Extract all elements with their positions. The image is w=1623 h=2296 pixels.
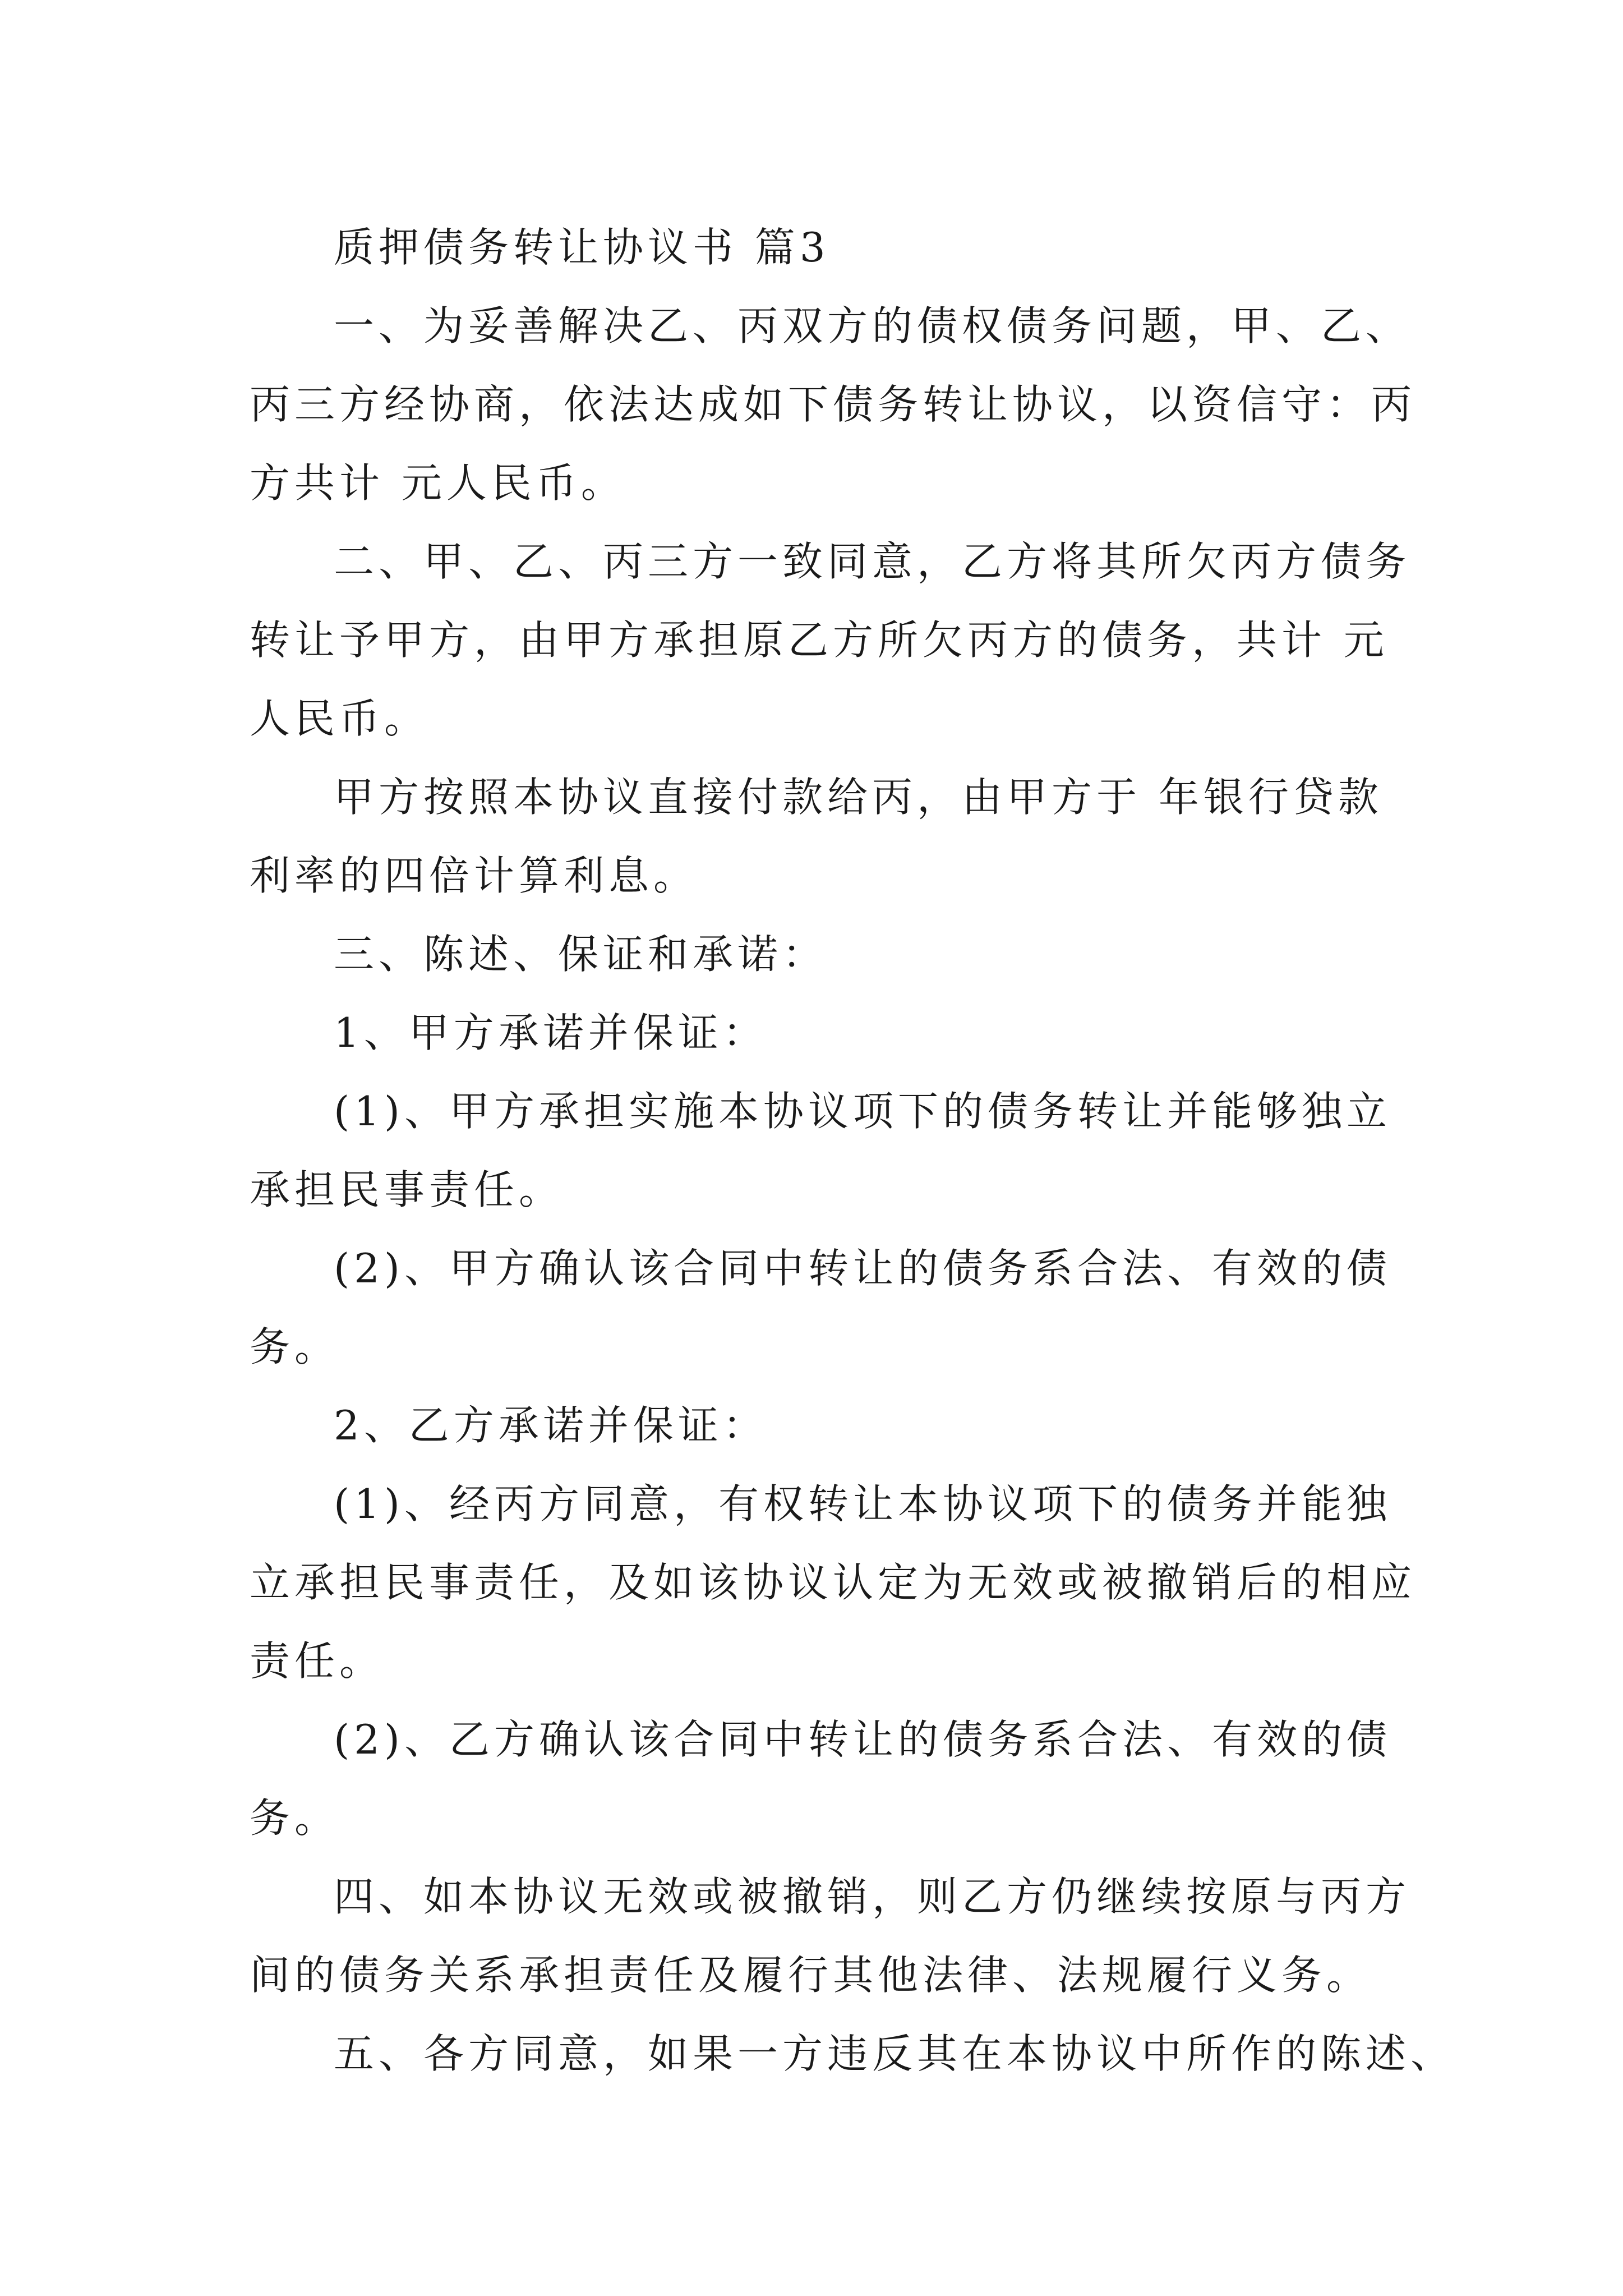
paragraph-line: 人民币。 — [250, 695, 430, 742]
subsection-heading: 1、甲方承诺并保证： — [334, 1009, 768, 1056]
paragraph-line: (1)、甲方承担实施本协议项下的债务转让并能够独立 — [334, 1088, 1391, 1135]
paragraph-line: 一、为妥善解决乙、丙双方的债权债务问题，甲、乙、 — [334, 302, 1411, 349]
paragraph-line: 丙三方经协商，依法达成如下债务转让协议，以资信守：丙 — [250, 381, 1417, 428]
section-heading: 三、陈述、保证和承诺： — [334, 931, 828, 978]
paragraph-line: (2)、乙方确认该合同中转让的债务系合法、有效的债 — [334, 1716, 1391, 1763]
paragraph-line: 务。 — [250, 1323, 340, 1370]
paragraph-line: 方共计 元人民币。 — [250, 459, 626, 507]
paragraph-line: (2)、甲方确认该合同中转让的债务系合法、有效的债 — [334, 1245, 1391, 1292]
paragraph-line: 五、各方同意，如果一方违反其在本协议中所作的陈述、 — [334, 2030, 1456, 2077]
paragraph-line: 立承担民事责任，及如该协议认定为无效或被撤销后的相应 — [250, 1559, 1417, 1606]
paragraph-line: 甲方按照本协议直接付款给丙，由甲方于 年银行贷款 — [334, 774, 1383, 821]
paragraph-line: 四、如本协议无效或被撤销，则乙方仍继续按原与丙方 — [334, 1873, 1411, 1920]
paragraph-line: 务。 — [250, 1795, 340, 1842]
paragraph-line: 承担民事责任。 — [250, 1166, 564, 1213]
paragraph-line: (1)、经丙方同意，有权转让本协议项下的债务并能独 — [334, 1480, 1391, 1527]
paragraph-line: 转让予甲方，由甲方承担原乙方所欠丙方的债务，共计 元 — [250, 616, 1389, 664]
paragraph-line: 间的债务关系承担责任及履行其他法律、法规履行义务。 — [250, 1952, 1372, 1999]
subsection-heading: 2、乙方承诺并保证： — [334, 1402, 768, 1449]
document-title: 质押债务转让协议书 篇3 — [334, 224, 830, 271]
paragraph-line: 二、甲、乙、丙三方一致同意，乙方将其所欠丙方债务 — [334, 538, 1411, 585]
paragraph-line: 责任。 — [250, 1637, 385, 1685]
paragraph-line: 利率的四倍计算利息。 — [250, 852, 699, 899]
